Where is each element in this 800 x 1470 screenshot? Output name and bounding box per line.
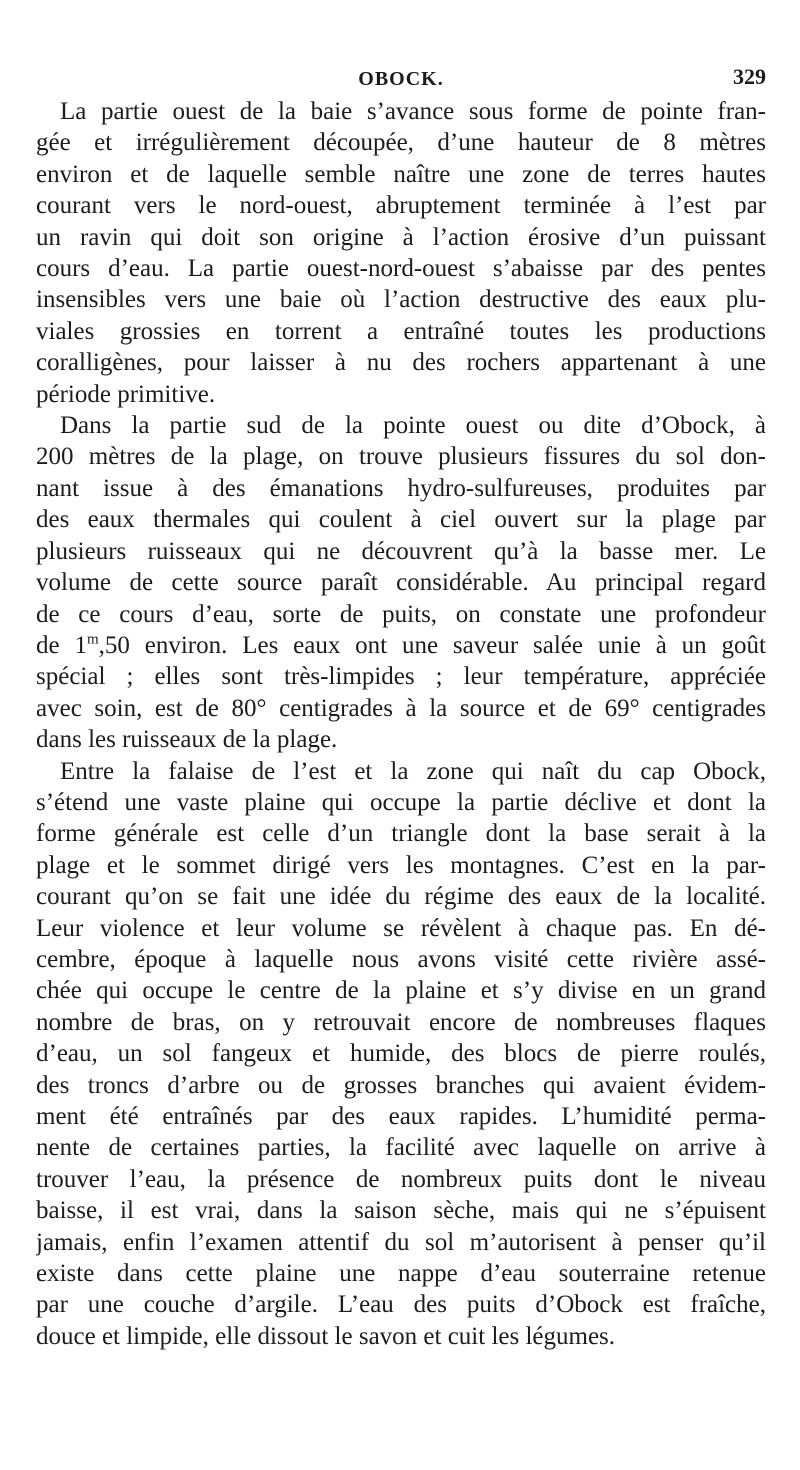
text-line: plage et le sommet dirigé vers les montagnes. C’est en la par- bbox=[36, 851, 766, 879]
text-line: coralligènes, pour laisser à nu des rochers appartenant à une bbox=[36, 349, 766, 377]
text-line: forme générale est celle d’un triangle dont la base serait à la bbox=[36, 820, 766, 848]
text-line: plusieurs ruisseaux qui ne découvrent qu’à la basse mer. Le bbox=[36, 537, 766, 565]
text-line: gée et irrégulièrement découpée, d’une hauteur de 8 mètres bbox=[36, 129, 766, 157]
text-line: s’étend une vaste plaine qui occupe la partie déclive et dont la bbox=[36, 788, 766, 816]
text-line: nant issue à des émanations hydro-sulfureuses, produites par bbox=[36, 474, 766, 502]
text-line: douce et limpide, elle dissout le savon et cuit les légumes. bbox=[36, 1322, 616, 1350]
text-line: ment été entraînés par des eaux rapides. L’humidité perma- bbox=[36, 1103, 766, 1130]
text-line: existe dans cette plaine une nappe d’eau souterraine retenue bbox=[36, 1260, 766, 1288]
book-page bbox=[36, 62, 766, 1352]
text-line: La partie ouest de la baie s’avance sous forme de pointe fran- bbox=[60, 98, 766, 125]
text-line: environ et de laquelle semble naître une zone de terres hautes bbox=[36, 160, 766, 188]
text-line: viales grossies en torrent a entraîné toutes les productions bbox=[36, 317, 766, 345]
text-line: jamais, enfin l’examen attentif du sol m’autorisent à penser qu’il bbox=[36, 1228, 766, 1256]
text-line: nombre de bras, on y retrouvait encore de nombreuses flaques bbox=[36, 1008, 766, 1036]
text-line: cours d’eau. La partie ouest-nord-ouest s’abaisse par des pentes bbox=[36, 255, 766, 283]
text-line: un ravin qui doit son origine à l’action érosive d’un puissant bbox=[36, 223, 766, 251]
text-line: de ce cours d’eau, sorte de puits, on constate une profondeur bbox=[36, 600, 766, 628]
text-line: période primitive. bbox=[36, 380, 216, 408]
text-line: chée qui occupe le centre de la plaine et s’y divise en un grand bbox=[36, 977, 766, 1005]
text-line: courant vers le nord-ouest, abruptement terminée à l’est par bbox=[36, 192, 766, 220]
text-line: nente de certaines parties, la facilité avec laquelle on arrive à bbox=[36, 1134, 766, 1162]
page-number: 329 bbox=[733, 64, 766, 89]
paragraph bbox=[36, 96, 766, 410]
paragraph bbox=[36, 410, 766, 755]
text-line: trouver l’eau, la présence de nombreux puits dont le niveau bbox=[36, 1165, 766, 1193]
text-line: des troncs d’arbre ou de grosses branches qui avaient évidem- bbox=[36, 1071, 766, 1099]
text-line: insensibles vers une baie où l’action destructive des eaux plu- bbox=[36, 286, 766, 314]
text-line: Entre la falaise de l’est et la zone qui naît du cap Obock, bbox=[60, 757, 766, 785]
text-line: Dans la partie sud de la pointe ouest ou dite d’Obock, à bbox=[60, 412, 766, 440]
text-line: de 1$^m$,50 environ. Les eaux ont une saveur salée unie à un goût bbox=[36, 631, 766, 659]
text-line: baisse, il est vrai, dans la saison sèche, mais qui ne s’épuisent bbox=[36, 1197, 766, 1225]
text-line: dans les ruisseaux de la plage. bbox=[36, 726, 338, 754]
text-line: avec soin, est de 80° centigrades à la source et de 69° centigrades bbox=[36, 694, 766, 722]
text-line: cembre, époque à laquelle nous avons visité cette rivière assé- bbox=[36, 945, 766, 973]
text-line: Leur violence et leur volume se révèlent à chaque pas. En dé- bbox=[36, 914, 766, 942]
paragraph bbox=[36, 756, 766, 1353]
text-body bbox=[36, 96, 766, 1352]
text-line: des eaux thermales qui coulent à ciel ouvert sur la plage par bbox=[36, 506, 766, 534]
text-line: par une couche d’argile. L’eau des puits d’Obock est fraîche, bbox=[36, 1291, 766, 1319]
text-line: courant qu’on se fait une idée du régime des eaux de la localité. bbox=[36, 883, 766, 911]
text-line: volume de cette source paraît considérable. Au principal regard bbox=[36, 569, 766, 597]
text-line: 200 mètres de la plage, on trouve plusieurs fissures du sol don- bbox=[36, 443, 766, 471]
text-line: d’eau, un sol fangeux et humide, des blocs de pierre roulés, bbox=[36, 1040, 766, 1068]
running-title: OBOCK. bbox=[358, 68, 444, 90]
text-line: spécial ; elles sont très-limpides ; leur température, appréciée bbox=[36, 663, 766, 691]
running-head bbox=[36, 62, 766, 96]
